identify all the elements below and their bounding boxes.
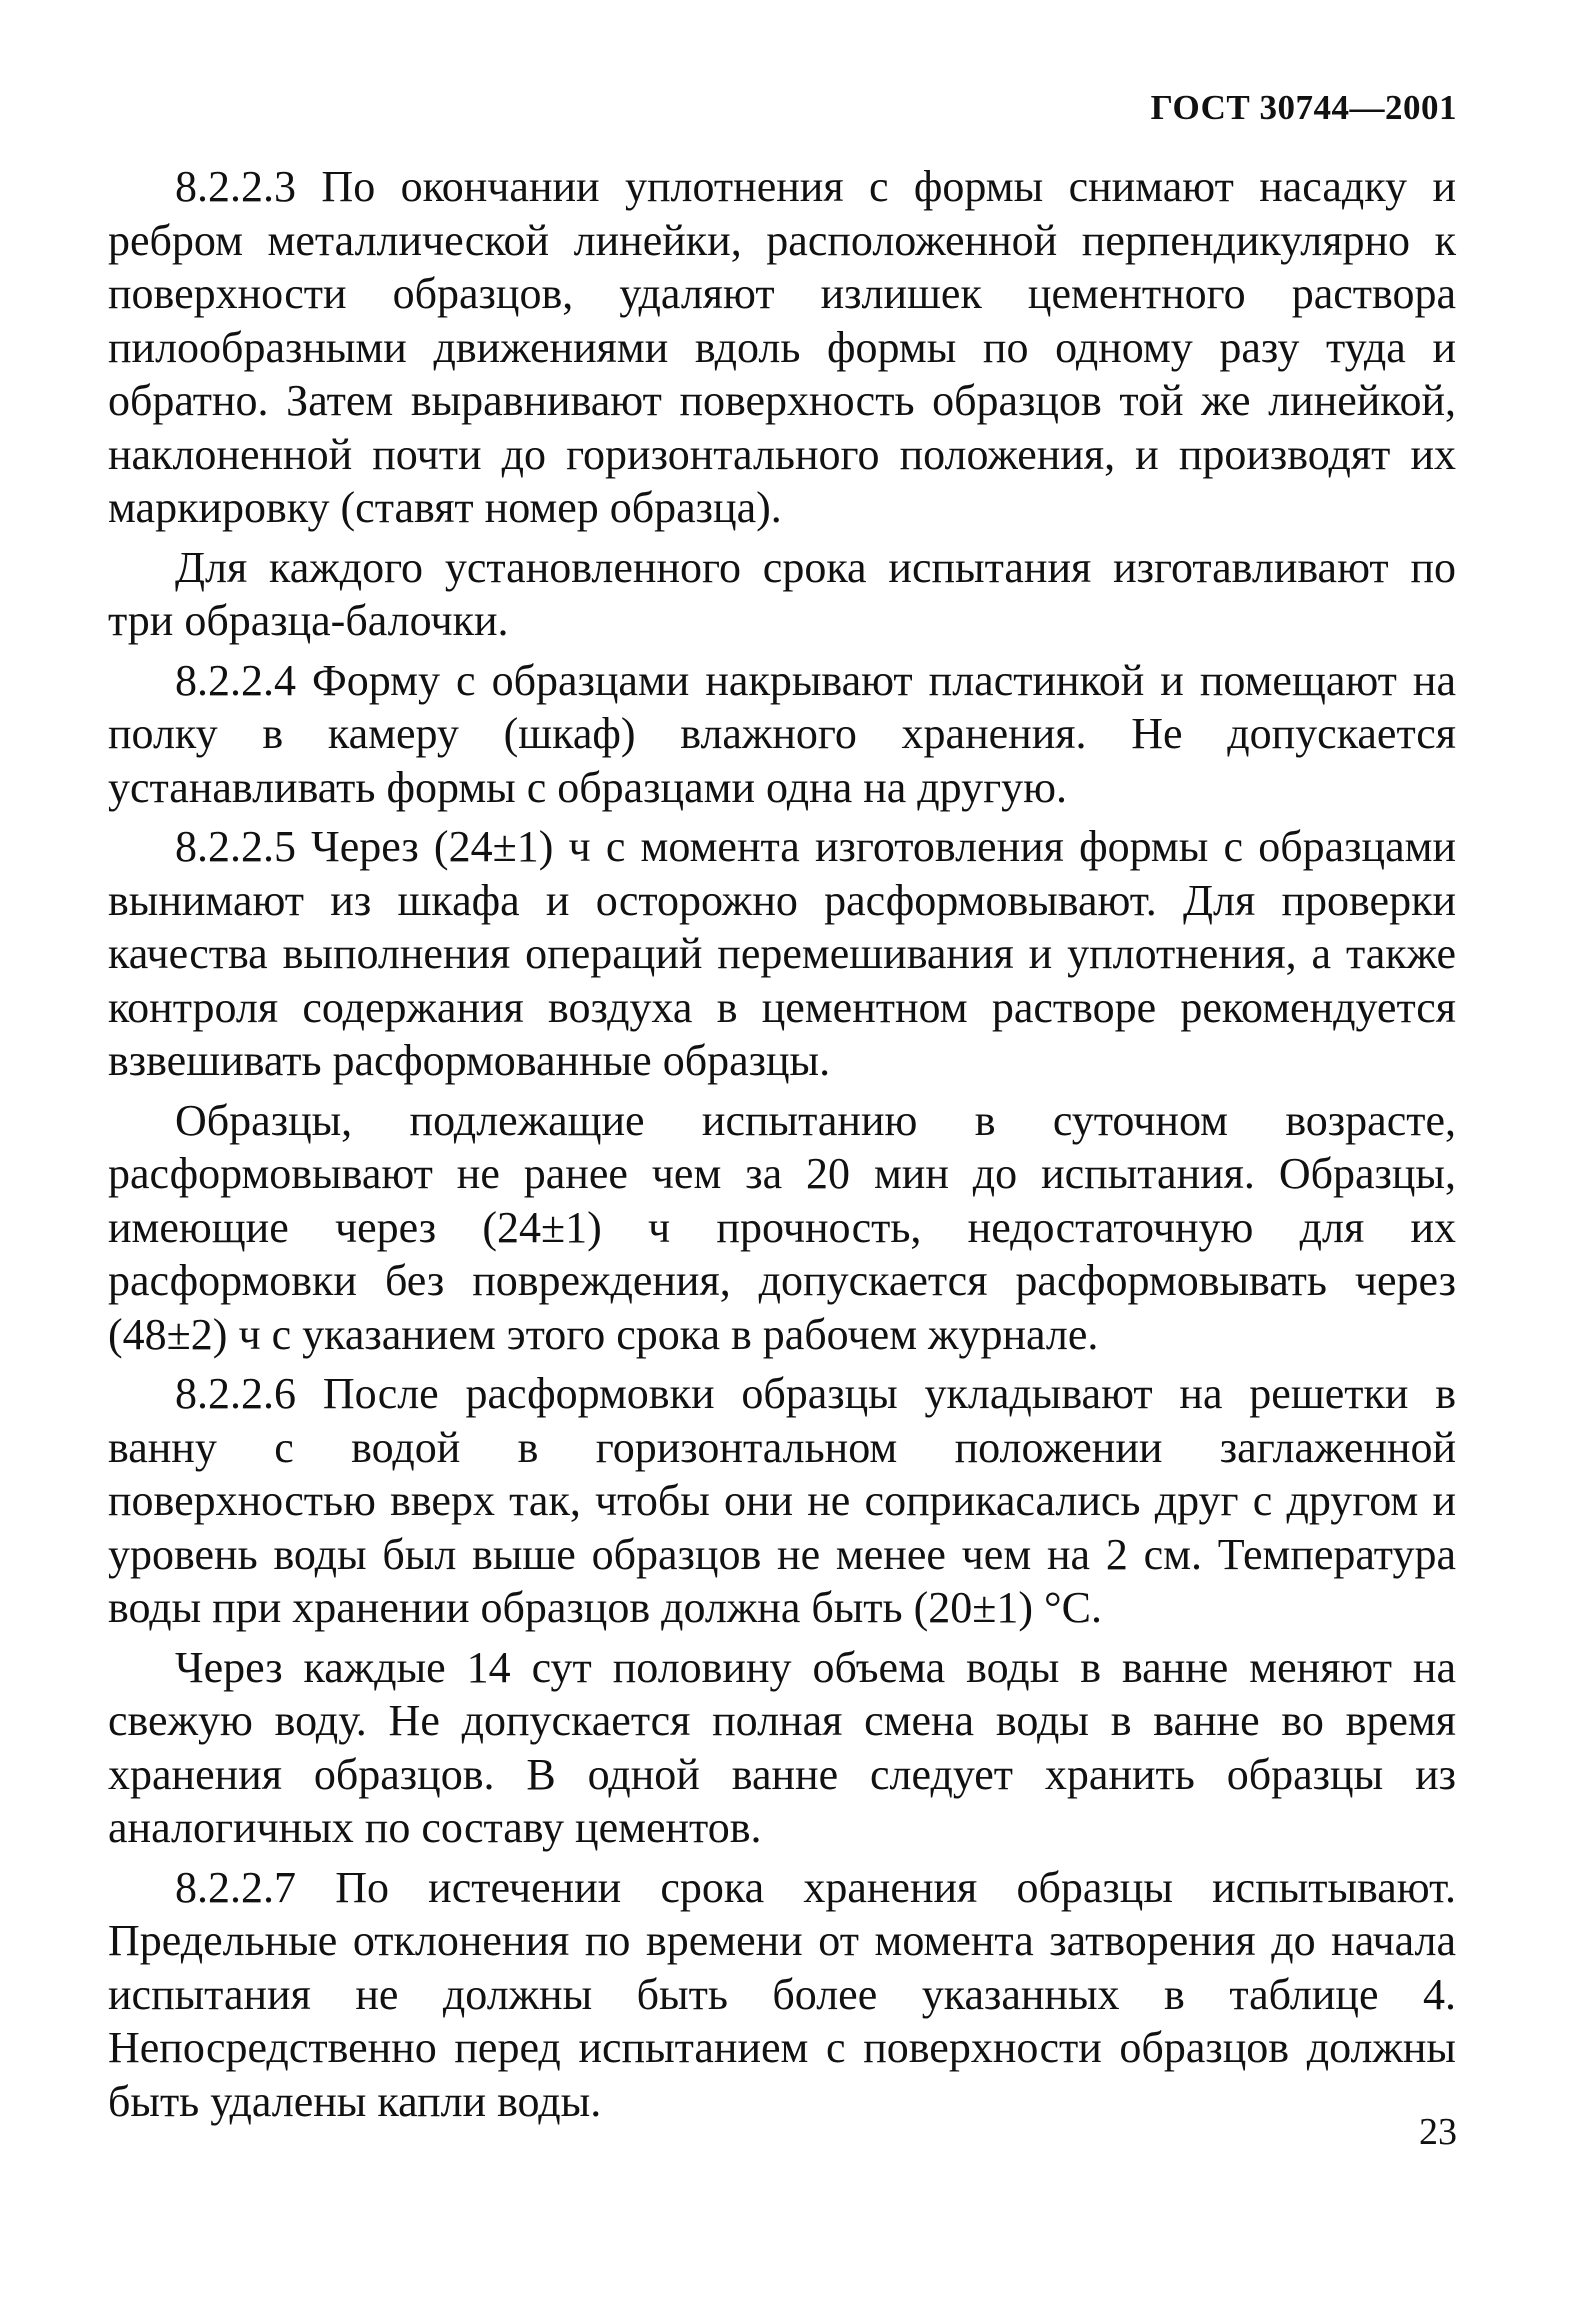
document-header: ГОСТ 30744—2001 [1150,88,1457,127]
paragraph-8-2-2-4: 8.2.2.4 Форму с образцами накрывают пластинкой и помещают на полку в камеру (шкаф) влажного хранения. Не допускается устанавливать формы с образцами одна на другую. [108,655,1456,812]
paragraph-water-change: Через каждые 14 сут половину объема воды в ванне меняют на свежую воду. Не допускается полная смена воды в ванне во время хранения образцов. В одной ванне следует хранить образцы из аналогичных по составу цементов. [108,1642,1456,1852]
paragraph-8-2-2-7: 8.2.2.7 По истечении срока хранения образцы испытывают. Предельные отклонения по времени от момента затворения до начала испытания не должны быть более указанных в таблице 4. Непосредственно перед испытанием с поверхности образцов должны быть удалены капли воды. [108,1862,1456,2126]
page-number: 23 [1419,2111,1457,2153]
paragraph-8-2-2-5: 8.2.2.5 Через (24±1) ч с момента изготовления формы с образцами вынимают из шкафа и осторожно расформовывают. Для проверки качества выполнения операций перемешивания и уплотнения, а также контроля содержания воздуха в цементном растворе рекомендуется взвешивать расформованные образцы. [108,822,1456,1085]
paragraph-specimen-count: Для каждого установленного срока испытания изготавливают по три образца-балочки. [108,542,1456,645]
paragraph-daily-age-specimens: Образцы, подлежащие испытанию в суточном возрасте, расформовывают не ранее чем за 20 мин до испытания. Образцы, имеющие через (24±1) ч прочность, недостаточную для их расформовки без повреждения, допускается расформовывать через (48±2) ч с указанием этого срока в рабочем журнале. [108,1095,1456,1359]
page-body [108,160,1456,2134]
paragraph-8-2-2-3: 8.2.2.3 По окончании уплотнения с формы снимают насадку и ребром металлической линейки, расположенной перпендикулярно к поверхности образцов, удаляют излишек цементного раствора пилообразными движениями вдоль формы по одному разу туда и обратно. Затем выравнивают поверхность образцов той же линейкой, наклоненной почти до горизонтального положения, и производят их маркировку (ставят номер образца). [108,162,1456,532]
paragraph-8-2-2-6: 8.2.2.6 После расформовки образцы укладывают на решетки в ванну с водой в горизонтальном положении заглаженной поверхностью вверх так, чтобы они не соприкасались друг с другом и уровень воды был выше образцов не менее чем на 2 см. Температура воды при хранении образцов должна быть (20±1) °С. [108,1369,1456,1632]
